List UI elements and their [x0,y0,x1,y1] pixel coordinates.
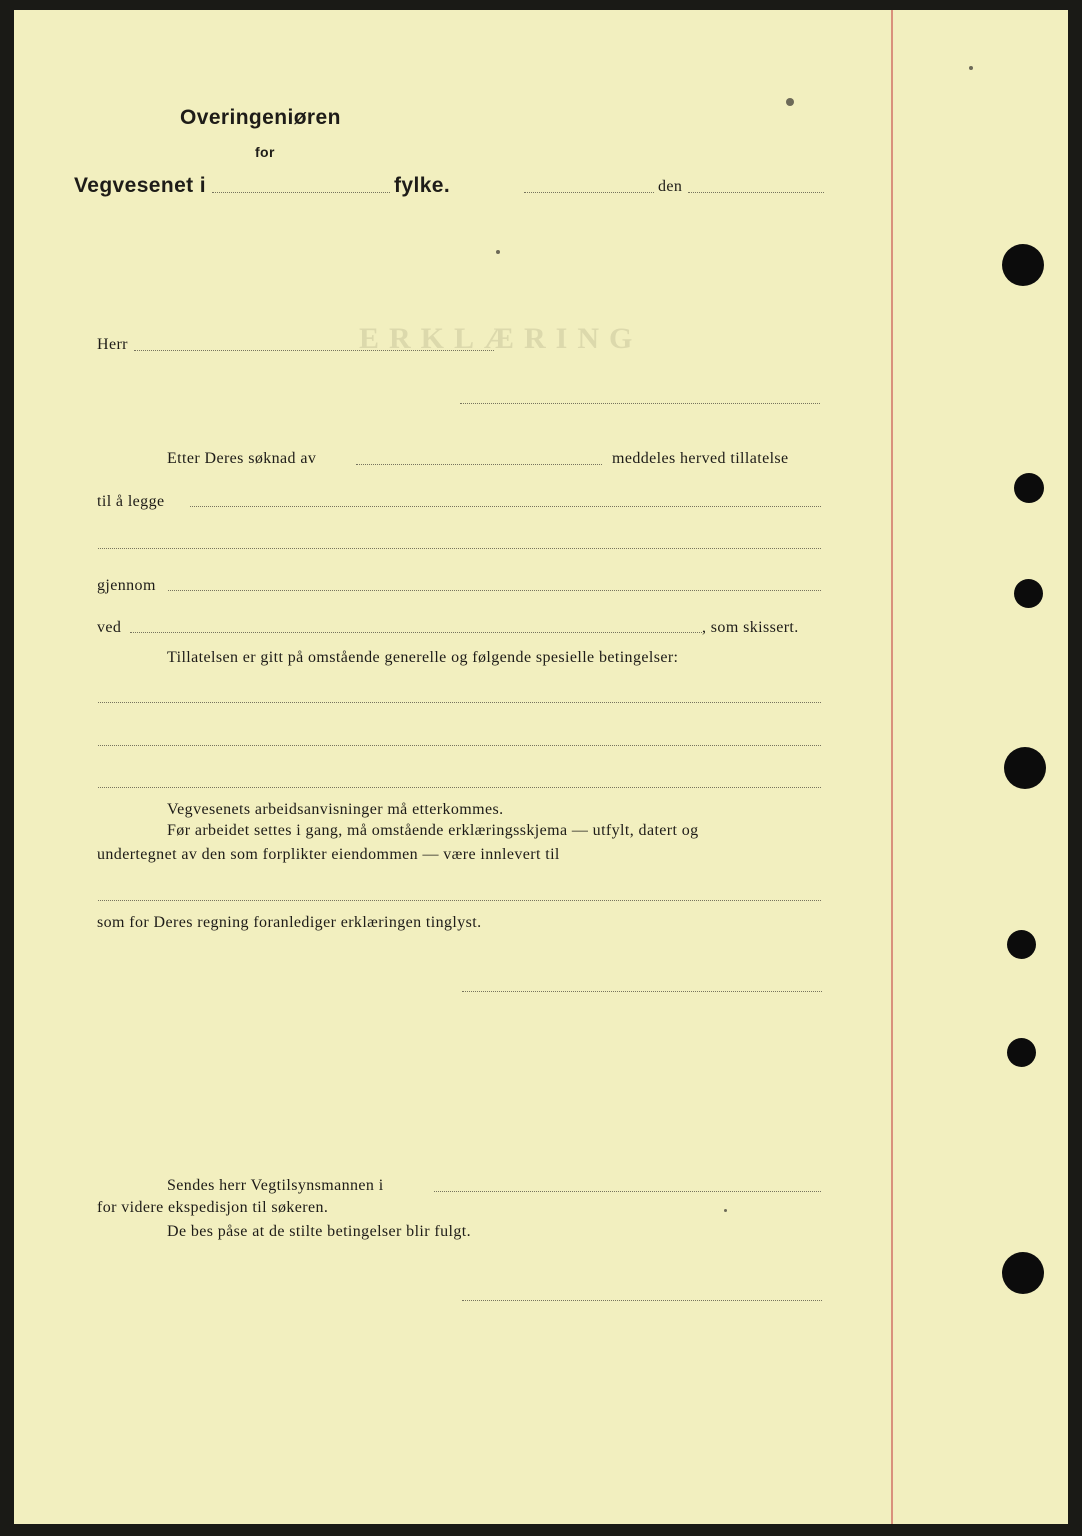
conditions-line-2[interactable] [98,745,821,746]
addressee-field[interactable] [134,350,494,351]
forwarding-line-2: for videre ekspedisjon til søkeren. [97,1199,329,1216]
bleed-through-text: ERKLÆRING [359,322,643,355]
paper-speck [786,98,794,106]
punch-hole [1014,473,1044,503]
inspector-district-field[interactable] [434,1191,821,1192]
punch-hole [1002,244,1044,286]
punch-hole [1014,579,1043,608]
application-end: meddeles herved tillatelse [612,450,789,467]
header-office: Vegvesenet i [74,174,207,197]
application-start: Etter Deres søknad av [167,450,317,467]
county-field[interactable] [212,192,390,193]
conditions-line-1[interactable] [98,702,821,703]
forwarding-line-3: De bes påse at de stilte betingelser blir fulgt. [167,1223,472,1240]
paper-speck [969,66,973,70]
lay-field-continued[interactable] [98,548,821,549]
registration-text: som for Deres regning foranlediger erklæringen tinglyst. [97,914,482,931]
header-county: fylke. [394,174,451,197]
at-field[interactable] [130,632,702,633]
punch-hole [1007,930,1036,959]
sketched-text: , som skissert. [702,619,799,636]
signature-line-2[interactable] [462,1300,822,1301]
declaration-line-2: undertegnet av den som forplikter eiendommen — være innlevert til [97,846,560,863]
header-for: for [255,144,275,160]
paper-speck [724,1209,727,1212]
conditions-line-3[interactable] [98,787,821,788]
margin-rule [891,10,893,1524]
through-field[interactable] [168,590,821,591]
instructions-text: Vegvesenets arbeidsanvisninger må etterkommes. [167,801,504,818]
declaration-line-1: Før arbeidet settes i gang, må omstående erklæringsskjema — utfylt, datert og [167,822,699,839]
punch-hole [1004,747,1046,789]
application-date-field[interactable] [356,464,602,465]
date-field[interactable] [688,192,824,193]
lay-label: til å legge [97,493,165,510]
lay-field[interactable] [190,506,821,507]
punch-hole [1002,1252,1044,1294]
paper-speck [496,250,500,254]
addressee-address-field[interactable] [460,403,820,404]
document-page [14,10,1068,1524]
header-title: Overingeniøren [180,106,341,129]
date-label: den [658,178,683,195]
punch-hole [1007,1038,1036,1067]
addressee-label: Herr [97,336,128,353]
conditions-text: Tillatelsen er gitt på omstående generelle og følgende spesielle betingelser: [167,649,679,666]
through-label: gjennom [97,577,156,594]
submit-to-field[interactable] [98,900,821,901]
forwarding-line-1: Sendes herr Vegtilsynsmannen i [167,1177,384,1194]
at-label: ved [97,619,122,636]
place-field[interactable] [524,192,654,193]
signature-line-1[interactable] [462,991,822,992]
